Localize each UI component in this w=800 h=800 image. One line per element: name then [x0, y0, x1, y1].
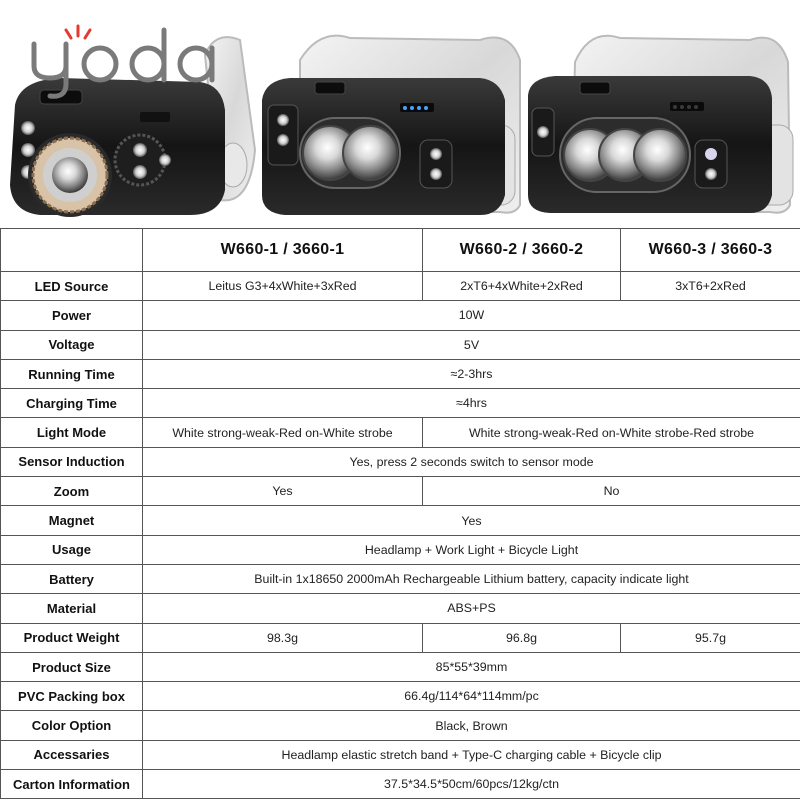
table-row [1, 447, 800, 476]
row-value: ≈4hrs [143, 389, 800, 418]
headlamp-w660-2-photo [262, 36, 520, 215]
row-value: Yes [143, 506, 800, 535]
row-value: White strong-weak-Red on-White strobe [143, 418, 423, 447]
row-value: 96.8g [423, 623, 621, 652]
row-value: Black, Brown [143, 711, 800, 740]
row-value: 3xT6+2xRed [621, 272, 800, 301]
row-label: PVC Packing box [1, 682, 143, 711]
row-value: Leitus G3+4xWhite+3xRed [143, 272, 423, 301]
row-value: Headlamp elastic stretch band + Type-C charging cable + Bicycle clip [143, 740, 800, 769]
row-value: Built-in 1x18650 2000mAh Rechargeable Lithium battery, capacity indicate light [143, 564, 800, 593]
column-header-w660-2: W660-2 / 3660-2 [423, 229, 621, 272]
table-row [1, 506, 800, 535]
row-value: 37.5*34.5*50cm/60pcs/12kg/ctn [143, 770, 800, 799]
row-label: LED Source [1, 272, 143, 301]
row-value: 5V [143, 330, 800, 359]
row-label: Carton Information [1, 770, 143, 799]
row-label: Material [1, 594, 143, 623]
row-label: Running Time [1, 359, 143, 388]
table-row [1, 272, 800, 301]
row-value: No [423, 477, 800, 506]
row-value: Yes, press 2 seconds switch to sensor mode [143, 447, 800, 476]
table-row [1, 418, 800, 447]
table-row [1, 389, 800, 418]
row-label: Product Size [1, 652, 143, 681]
row-value: ≈2-3hrs [143, 359, 800, 388]
table-row [1, 330, 800, 359]
table-row [1, 535, 800, 564]
row-label: Sensor Induction [1, 447, 143, 476]
row-label: Voltage [1, 330, 143, 359]
table-row [1, 623, 800, 652]
row-value: 66.4g/114*64*114mm/pc [143, 682, 800, 711]
table-row [1, 477, 800, 506]
row-label: Light Mode [1, 418, 143, 447]
table-row [1, 594, 800, 623]
row-label: Color Option [1, 711, 143, 740]
row-value: 85*55*39mm [143, 652, 800, 681]
column-header-w660-1: W660-1 / 3660-1 [143, 229, 423, 272]
table-row [1, 652, 800, 681]
table-row [1, 301, 800, 330]
row-label: Zoom [1, 477, 143, 506]
row-value: 2xT6+4xWhite+2xRed [423, 272, 621, 301]
row-label: Battery [1, 564, 143, 593]
product-photo-strip [0, 0, 800, 228]
row-label: Product Weight [1, 623, 143, 652]
column-header-w660-3: W660-3 / 3660-3 [621, 229, 800, 272]
row-value: 95.7g [621, 623, 800, 652]
row-label: Magnet [1, 506, 143, 535]
brand-logo [30, 20, 220, 100]
spec-table [0, 228, 800, 799]
headlamp-w660-3-photo [528, 36, 793, 213]
row-value: Yes [143, 477, 423, 506]
row-value: White strong-weak-Red on-White strobe-Red strobe [423, 418, 800, 447]
row-value: Headlamp + Work Light + Bicycle Light [143, 535, 800, 564]
row-value: ABS+PS [143, 594, 800, 623]
row-label: Usage [1, 535, 143, 564]
table-row [1, 682, 800, 711]
table-row [1, 740, 800, 769]
row-label: Accessaries [1, 740, 143, 769]
table-row [1, 770, 800, 799]
table-row [1, 564, 800, 593]
table-row [1, 359, 800, 388]
row-value: 98.3g [143, 623, 423, 652]
row-label: Power [1, 301, 143, 330]
table-row [1, 711, 800, 740]
row-value: 10W [143, 301, 800, 330]
row-label: Charging Time [1, 389, 143, 418]
table-header-row [1, 229, 800, 272]
table-corner-cell [1, 229, 143, 272]
spec-table-body [1, 272, 800, 799]
